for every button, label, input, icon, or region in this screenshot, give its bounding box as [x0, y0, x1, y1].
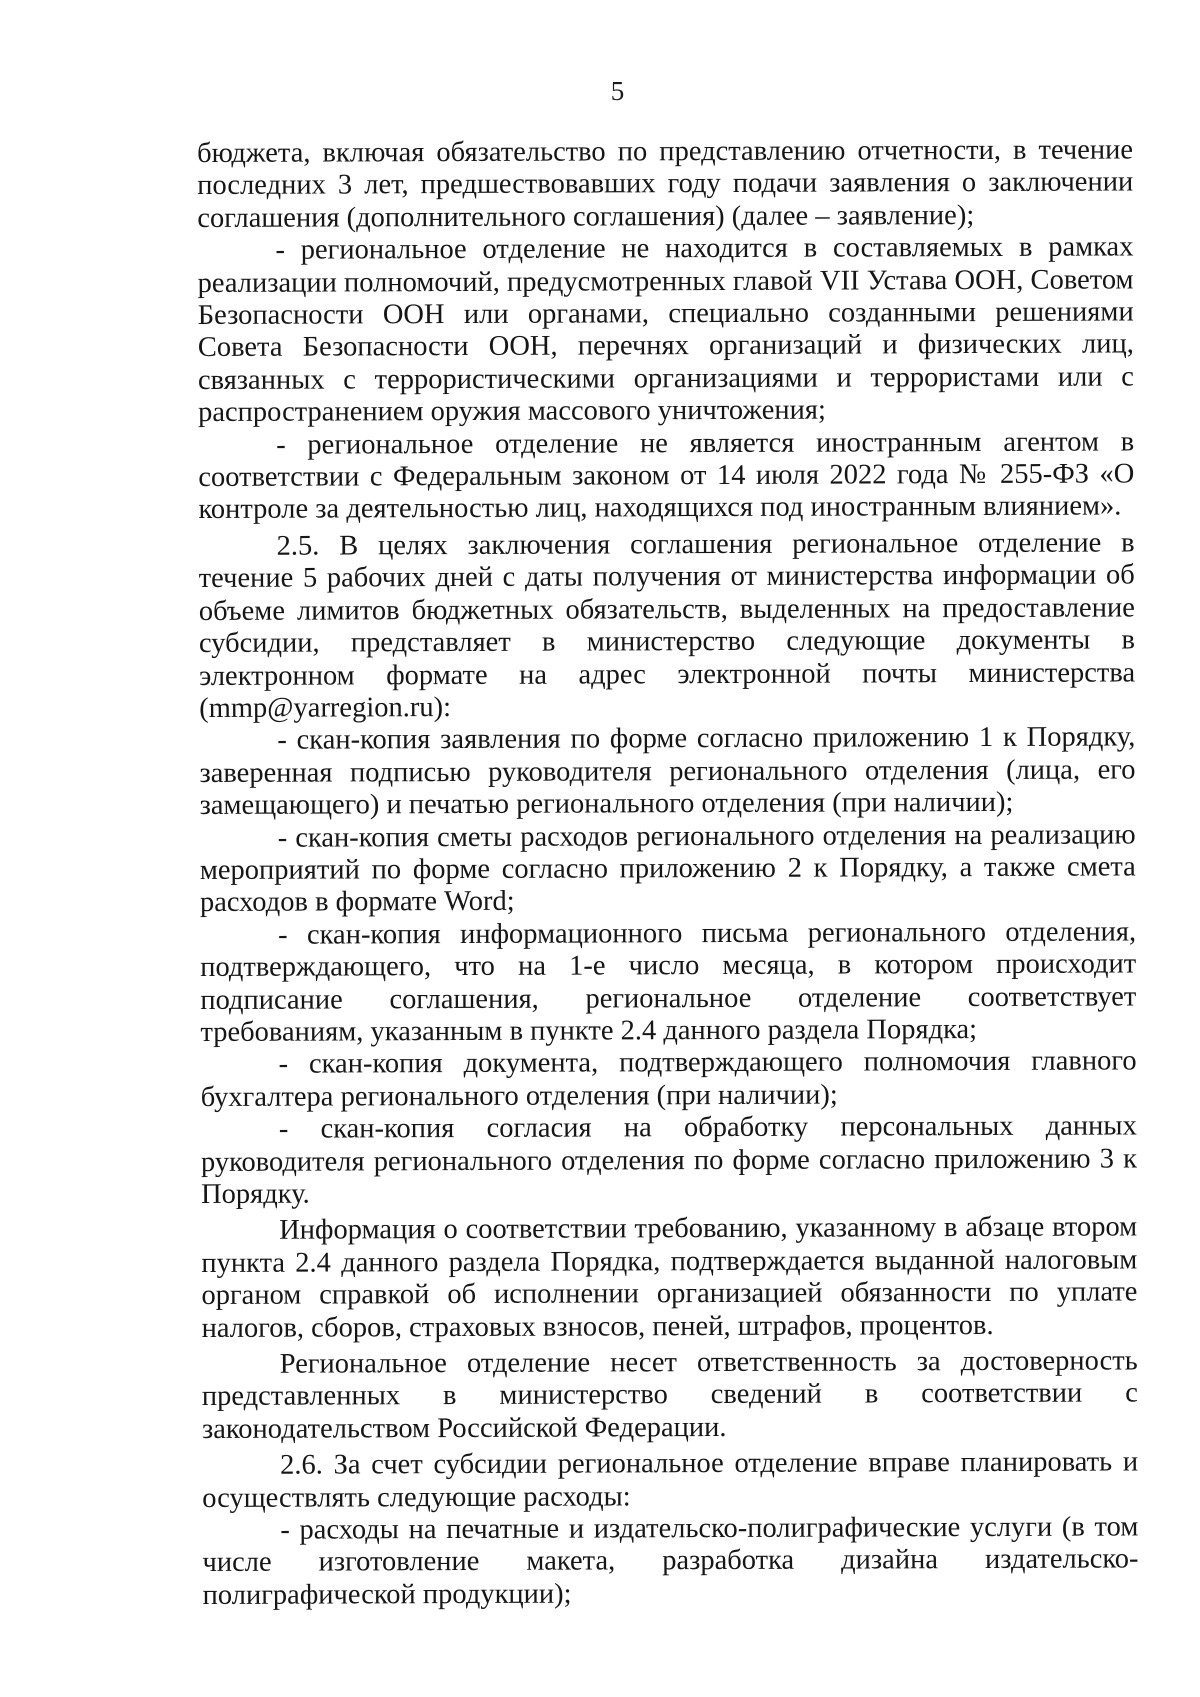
paragraph-tax-certificate: Информация о соответствии требованию, указанному в абзаце втором пункта 2.4 данного раздела Порядка, подтверждается выданной налоговым органом справкой об исполнении организацией обязанности по уплате налогов, сборов, страховых взносов, пеней, штрафов, процентов. [201, 1211, 1138, 1344]
paragraph-section-2-6: 2.6. За счет субсидии региональное отделение вправе планировать и осуществлять следующие расходы: [202, 1446, 1139, 1514]
paragraph-responsibility: Региональное отделение несет ответственность за достоверность представленных в министерство сведений в соответствии с законодательством Российской Федерации. [201, 1345, 1138, 1445]
list-item-cost-estimate-scan: - скан-копия сметы расходов регионального отделения на реализацию мероприятий по форме согласно приложению 2 к Порядку, а также смета расходов в формате Word; [199, 818, 1136, 919]
list-item-accountant-authority-scan: - скан-копия документа, подтверждающего полномочия главного бухгалтера регионального отделения (при наличии); [200, 1045, 1137, 1113]
paragraph-section-2-5: 2.5. В целях заключения соглашения региональное отделение в течение 5 рабочих дней с даты получения от министерства информации об объеме лимитов бюджетных обязательств, выделенных на предоставление субсидии, представляет в министерство следующие документы в электронном формате на адрес электронной почты министерства (mmp@yarregion.ru): [198, 527, 1136, 724]
list-item-information-letter-scan: - скан-копия информационного письма регионального отделения, подтверждающего, что на 1-е число месяца, в котором происходит подписание соглашения, региональное отделение соответствует требованиям, указанным в пункте 2.4 данного раздела Порядка; [200, 916, 1137, 1048]
list-item-printing-expenses: - расходы на печатные и издательско-полиграфические услуги (в том числе изготовление макета, разработка дизайна издательско-полиграфической продукции); [202, 1511, 1139, 1611]
paragraph-budget-obligation: бюджета, включая обязательство по представлению отчетности, в течение последних 3 лет, предшествовавших году подачи заявления о заключении соглашения (дополнительного соглашения) (далее – заявление); [197, 134, 1134, 234]
document-body [197, 134, 1139, 1612]
list-item-application-scan: - скан-копия заявления по форме согласно приложению 1 к Порядку, заверенная подписью руководителя регионального отделения (лица, его замещающего) и печатью регионального отделения (при наличии); [199, 721, 1136, 822]
list-item-personal-data-consent-scan: - скан-копия согласия на обработку персональных данных руководителя регионального отделения по форме согласно приложению 3 к Порядку. [200, 1110, 1137, 1210]
paragraph-foreign-agent: - региональное отделение не является иностранным агентом в соответствии с Федеральным законом от 14 июля 2022 года № 255-ФЗ «О контроле за деятельностью лиц, находящихся под иностранным влиянием». [198, 426, 1135, 526]
paragraph-un-sanctions: - региональное отделение не находится в составляемых в рамках реализации полномочий, предусмотренных главой VII Устава ООН, Советом Безопасности ООН или органами, специально созданными решениями Совета Безопасности ООН, перечнях организаций и физических лиц, связанных с террористическими организациями и террористами или с распространением оружия массового уничтожения; [197, 231, 1134, 429]
page-number: 5 [610, 76, 625, 106]
